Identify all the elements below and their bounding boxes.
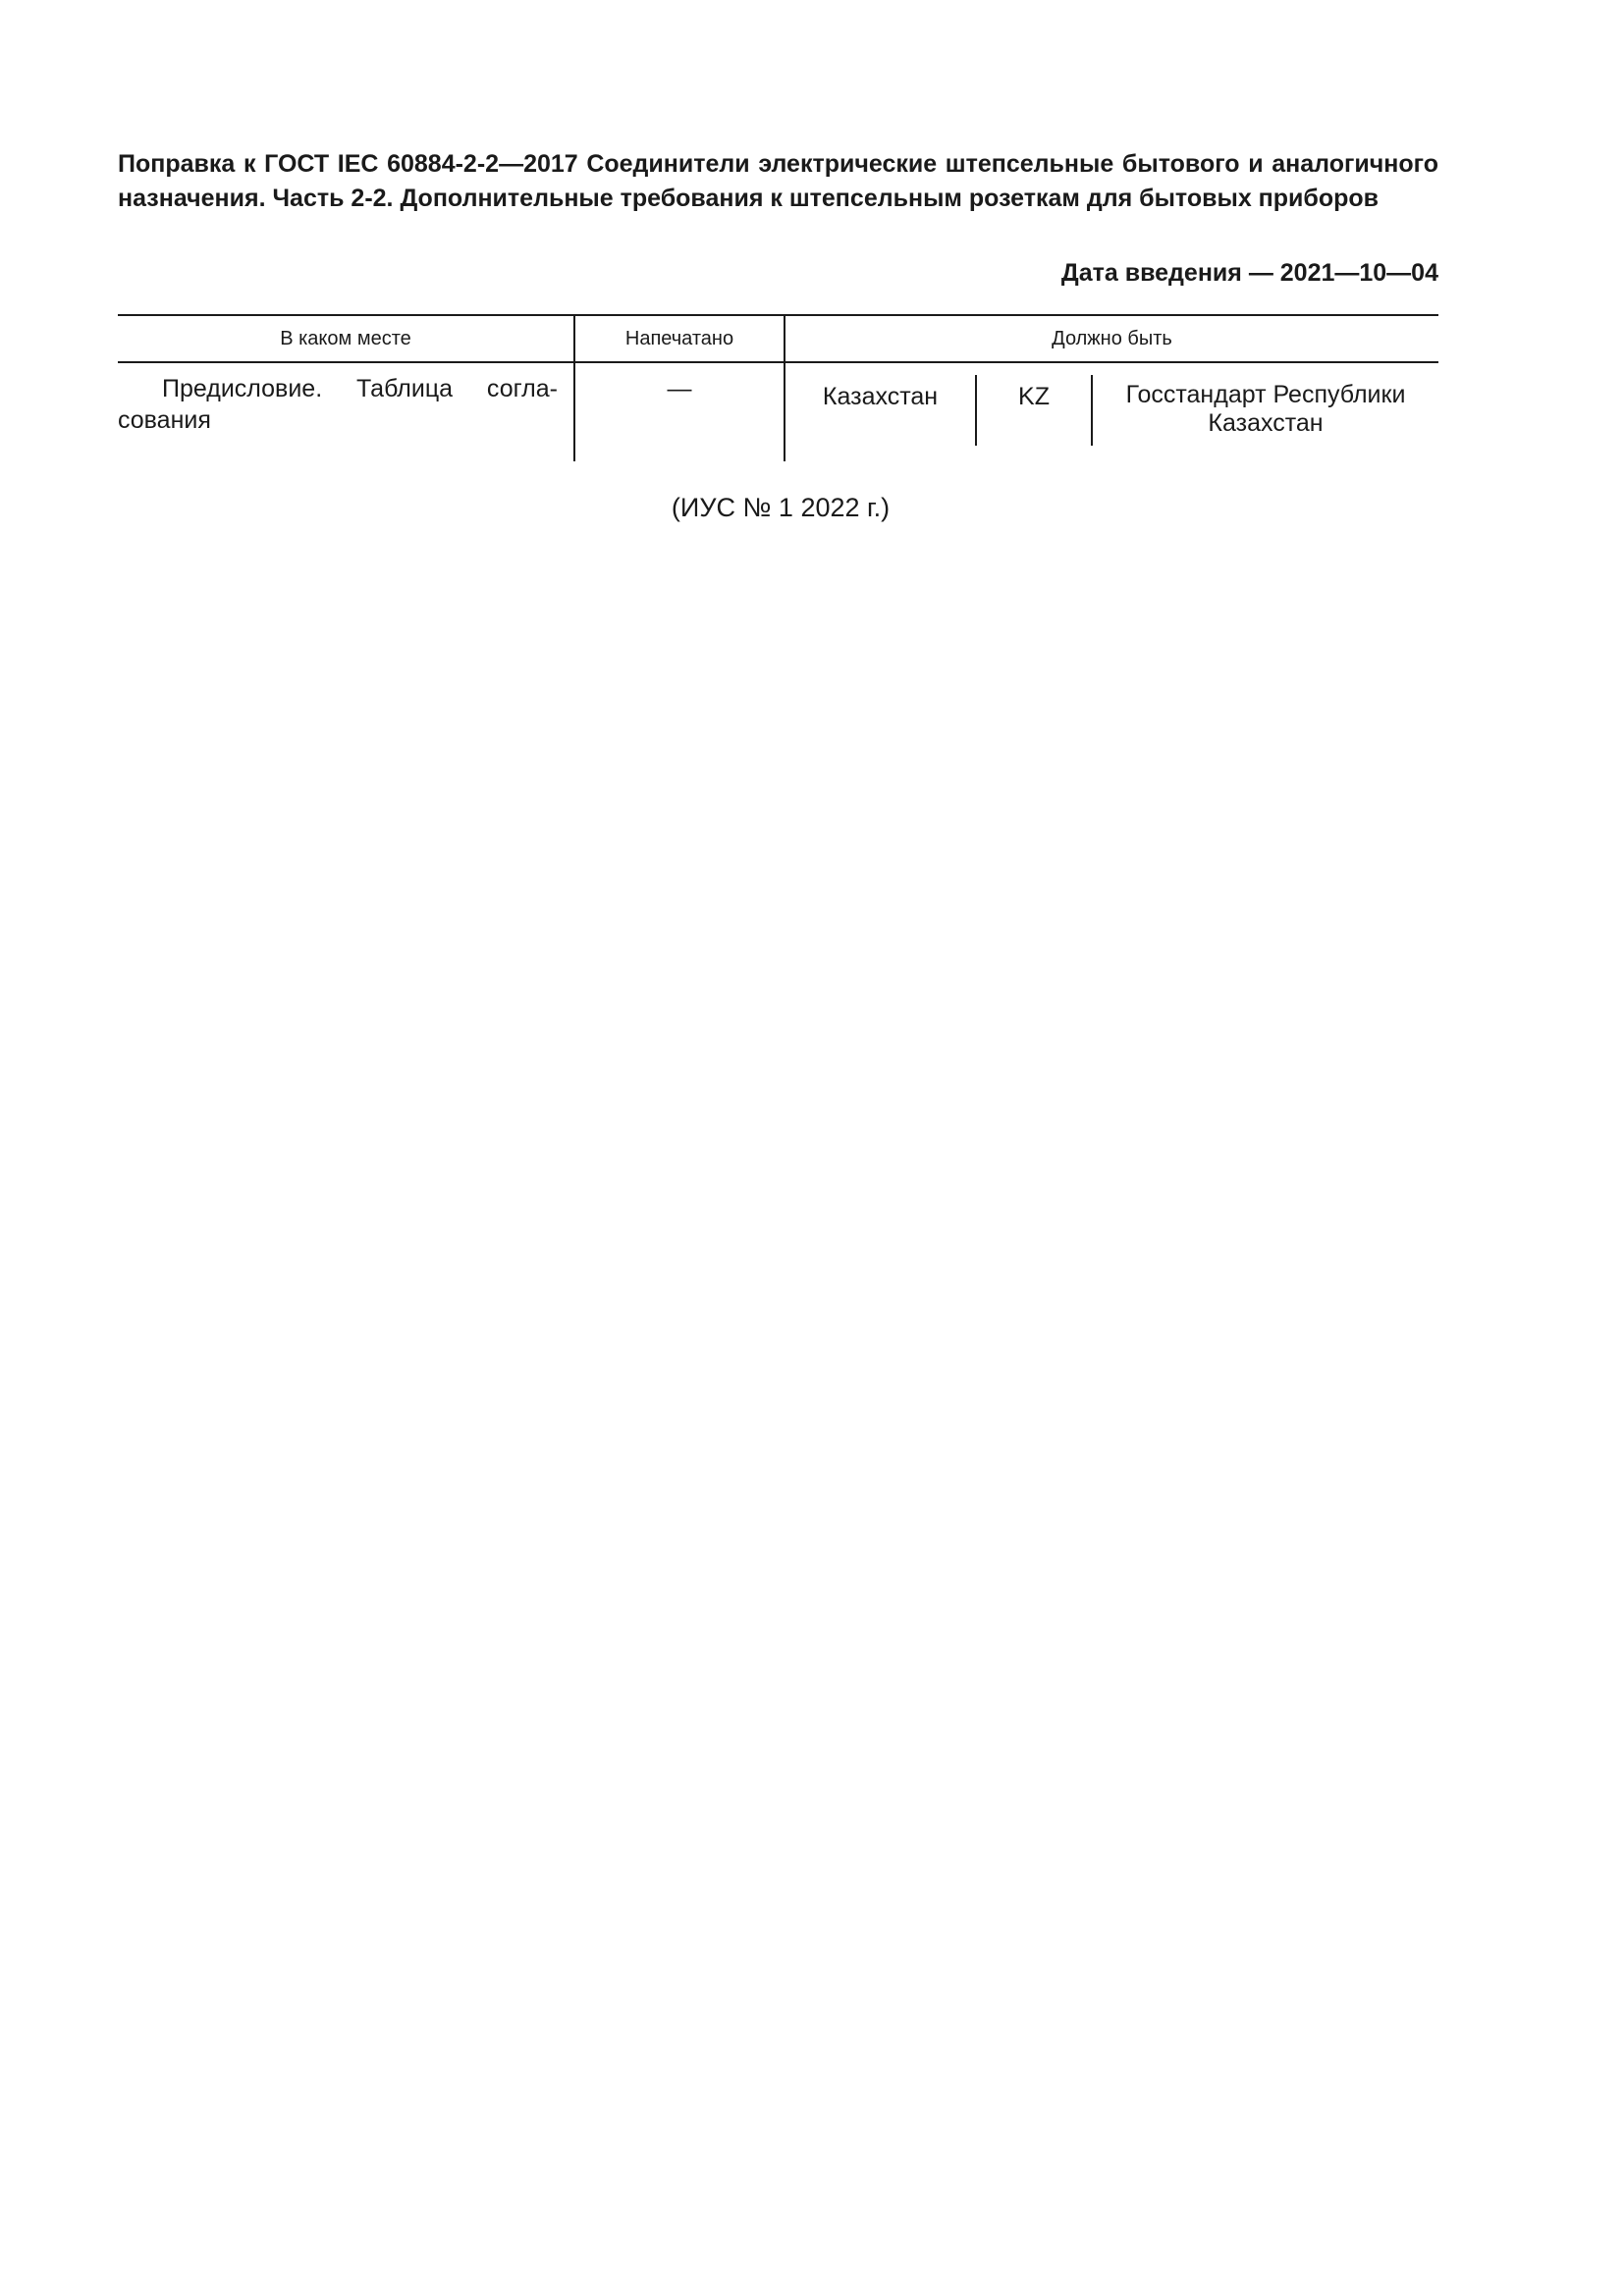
header-place: В каком месте xyxy=(280,328,411,349)
introduction-date: Дата введения — 2021—10—04 xyxy=(1060,259,1438,287)
cell-country: Казахстан xyxy=(822,383,939,410)
standards-body-line-1: Госстандарт Республики xyxy=(1125,381,1406,408)
standards-body-line-2: Казахстан xyxy=(1208,409,1324,437)
cell-standards-body xyxy=(1093,381,1438,438)
amendment-table xyxy=(118,314,1438,461)
table-header-rule xyxy=(118,361,1438,363)
header-printed: Напечатано xyxy=(624,328,734,349)
document-title: Поправка к ГОСТ IEC 60884-2-2—2017 Соединители электрические штепсельные бытового и аналогичного назначения. Часть 2-2. Дополнительные требования к штепсельным розеткам для бытовых приборов xyxy=(118,150,1438,212)
cell-place: Предисловие. Таблица согла- сования xyxy=(118,375,558,434)
header-should-be: Должно быть xyxy=(1052,328,1172,349)
cell-country-code: KZ xyxy=(1018,383,1050,410)
publication-reference: (ИУС № 1 2022 г.) xyxy=(671,493,891,522)
cell-printed: — xyxy=(667,375,692,402)
